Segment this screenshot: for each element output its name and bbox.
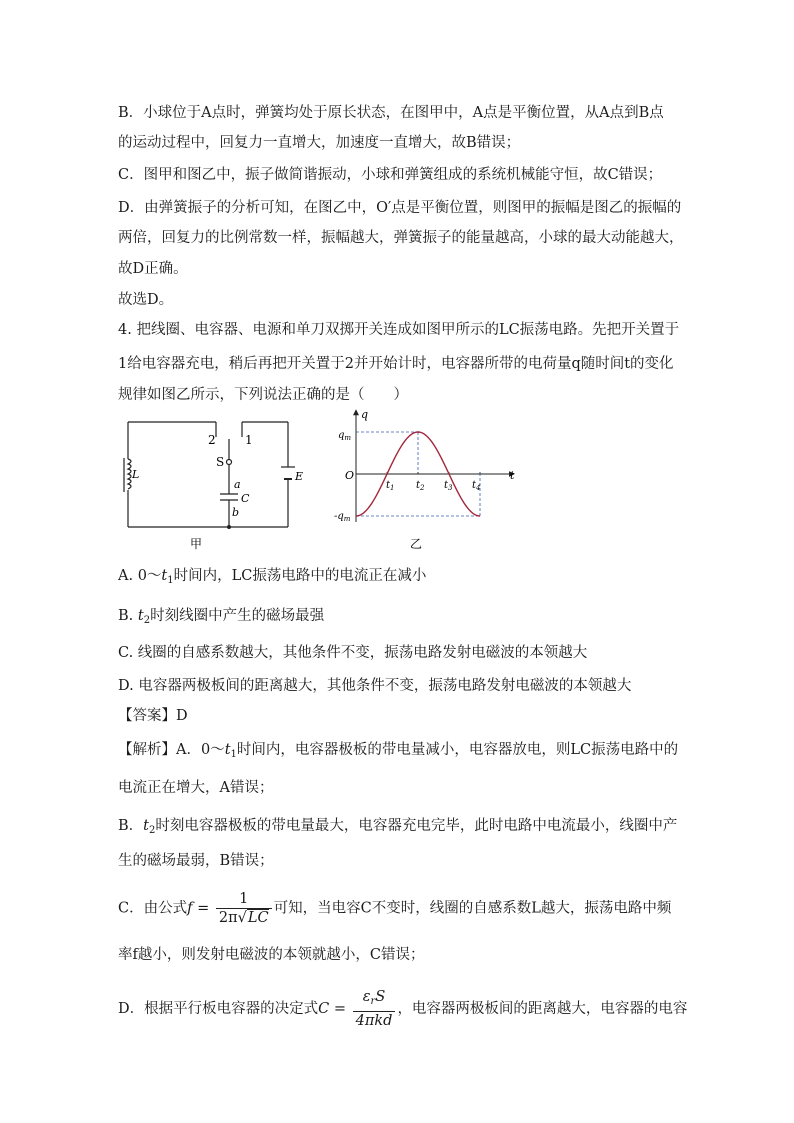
option-a — [118, 566, 426, 591]
analysis-c-line2: 率f越小，则发射电磁波的本领就越小，C错误； — [118, 947, 425, 963]
question4-line1: 4. 把线圈、电容器、电源和单刀双掷开关连成如图甲所示的LC振荡电路。先把开关置于 — [118, 322, 680, 338]
denominator-radicand: LC — [247, 910, 269, 926]
analysis-b-line1 — [118, 816, 677, 841]
explanation-b-line1: B．小球位于A点时，弹簧均处于原长状态，在图甲中，A点是平衡位置，从A点到B点 — [118, 105, 664, 121]
circuit-label-E: E — [295, 470, 304, 483]
question4-line3: 规律如图乙所示，下列说法正确的是（ ） — [118, 387, 408, 403]
circuit-label-C: C — [241, 492, 250, 505]
t1-main: t — [386, 480, 391, 491]
explanation-d-line2: 两倍，回复力的比例常数一样，振幅越大，弹簧振子的能量越高，小球的最大动能越大， — [118, 230, 684, 246]
analysis-a-text: 时间内，电容器极板的带电量减小，电容器放电，则LC振荡电路中的 — [236, 742, 679, 758]
t4-sub: 4 — [476, 484, 481, 492]
option-b-sub: 2 — [143, 615, 151, 626]
t3-sub: 3 — [448, 484, 453, 492]
neg-qm-label — [334, 511, 351, 523]
area-S: S — [375, 989, 386, 1005]
formula-equals: = — [192, 900, 214, 917]
explanation-d-line1: D．由弹簧振子的分析可知，在图乙中，O′点是平衡位置，则图甲的振幅是图乙的振幅的 — [118, 200, 682, 216]
epsilon: ε — [362, 989, 371, 1005]
qm-label — [338, 430, 351, 442]
analysis-d-prefix: D．根据平行板电容器的决定式 — [118, 1001, 319, 1017]
t3-main: t — [444, 480, 449, 491]
analysis-a-prefix: 【解析】A．0～ — [118, 742, 225, 758]
capacitance-denominator: 4πkd — [355, 1013, 393, 1029]
circuit-caption: 甲 — [190, 537, 203, 551]
qm-main: q — [338, 430, 345, 441]
fraction-numerator: 1 — [216, 890, 272, 909]
option-b — [118, 606, 324, 631]
analysis-d-line1 — [118, 988, 687, 1030]
analysis-a-line2: 电流正在增大，A错误； — [118, 780, 274, 796]
t2-main: t — [416, 480, 421, 491]
circuit-label-a: a — [234, 478, 241, 491]
analysis-d-text: ，电容器两极板间的距离越大，电容器的电容 — [397, 1001, 688, 1017]
axis-q-label: q — [361, 408, 369, 421]
circuit-label-b: b — [232, 506, 240, 519]
t1-label — [386, 480, 395, 492]
analysis-c-text: 可知，当电容C不变时，线圈的自感系数L越大，振荡电路中频 — [273, 900, 672, 917]
option-c: C. 线圈的自感系数越大，其他条件不变，振荡电路发射电磁波的本领越大 — [118, 645, 588, 661]
circuit-label-L: L — [132, 468, 140, 481]
qm-sub: m — [344, 434, 352, 442]
explanation-d-line3: 故D正确。 — [118, 261, 188, 277]
option-a-sub: 1 — [167, 575, 174, 586]
analysis-b-prefix: B． — [118, 818, 144, 834]
origin-label: O — [345, 469, 355, 482]
circuit-label-2: 2 — [208, 433, 216, 447]
t4-label — [472, 480, 481, 492]
explanation-b-line2: 的运动过程中，回复力一直增大，加速度一直增大，故B错误； — [118, 135, 521, 151]
circuit-label-1: 1 — [245, 433, 253, 447]
option-a-prefix: A. 0～ — [118, 568, 162, 584]
option-d: D. 电容器两极板间的距离越大，其他条件不变，振荡电路发射电磁波的本领越大 — [118, 678, 632, 694]
analysis-b-t: t — [143, 818, 149, 834]
formula-f: f — [187, 900, 193, 917]
epsilon-sub: r — [370, 996, 376, 1007]
option-b-prefix: B. — [118, 608, 138, 624]
explanation-c-line1: C．图甲和图乙中，振子做简谐振动，小球和弹簧组成的系统机械能守恒，故C错误； — [118, 167, 663, 183]
analysis-c-prefix: C．由公式 — [118, 900, 188, 917]
t2-label — [416, 480, 425, 492]
circuit-label-S: S — [216, 455, 225, 469]
circuit-diagram — [116, 412, 316, 552]
option-b-text: 时刻线圈中产生的磁场最强 — [150, 608, 325, 624]
option-a-text: 时间内，LC振荡电路中的电流正在减小 — [173, 568, 427, 584]
analysis-b-line2: 生的磁场最弱，B错误； — [118, 853, 274, 869]
analysis-a-t: t — [224, 742, 231, 758]
t3-label — [444, 480, 453, 492]
analysis-b-sub: 2 — [148, 825, 156, 836]
neg-qm-sub: m — [343, 515, 351, 523]
q-t-graph — [334, 406, 524, 554]
t2-sub: 2 — [420, 484, 425, 492]
formula-C: C — [318, 1001, 330, 1017]
analysis-a-sub: 1 — [230, 749, 237, 760]
t4-main: t — [472, 480, 477, 491]
analysis-a-line1 — [118, 740, 678, 765]
question4-line2: 1给电容器充电，稍后再把开关置于2并开始计时，电容器所带的电荷量q随时间t的变化 — [118, 356, 674, 372]
denominator-2pi: 2π — [218, 910, 238, 926]
t1-sub: 1 — [390, 484, 395, 492]
analysis-b-text: 时刻电容器极板的带电量最大，电容器充电完毕，此时电路中电流最小，线圈中产 — [155, 818, 678, 834]
fraction-denominator: 2π√LC — [218, 910, 269, 926]
capacitance-formula-fraction — [353, 988, 396, 1030]
capacitance-numerator — [353, 988, 396, 1012]
choose-line: 故选D。 — [118, 292, 174, 308]
option-a-t: t — [161, 568, 168, 584]
formula-equals-2: = — [329, 1001, 351, 1017]
neg-qm-main: -q — [334, 511, 344, 522]
option-b-t: t — [137, 608, 144, 624]
answer-line: 【答案】D — [118, 708, 188, 724]
graph-caption: 乙 — [410, 537, 423, 551]
analysis-c-line1 — [118, 890, 671, 927]
axis-t-label: t — [510, 469, 515, 482]
frequency-formula-fraction — [216, 890, 272, 927]
